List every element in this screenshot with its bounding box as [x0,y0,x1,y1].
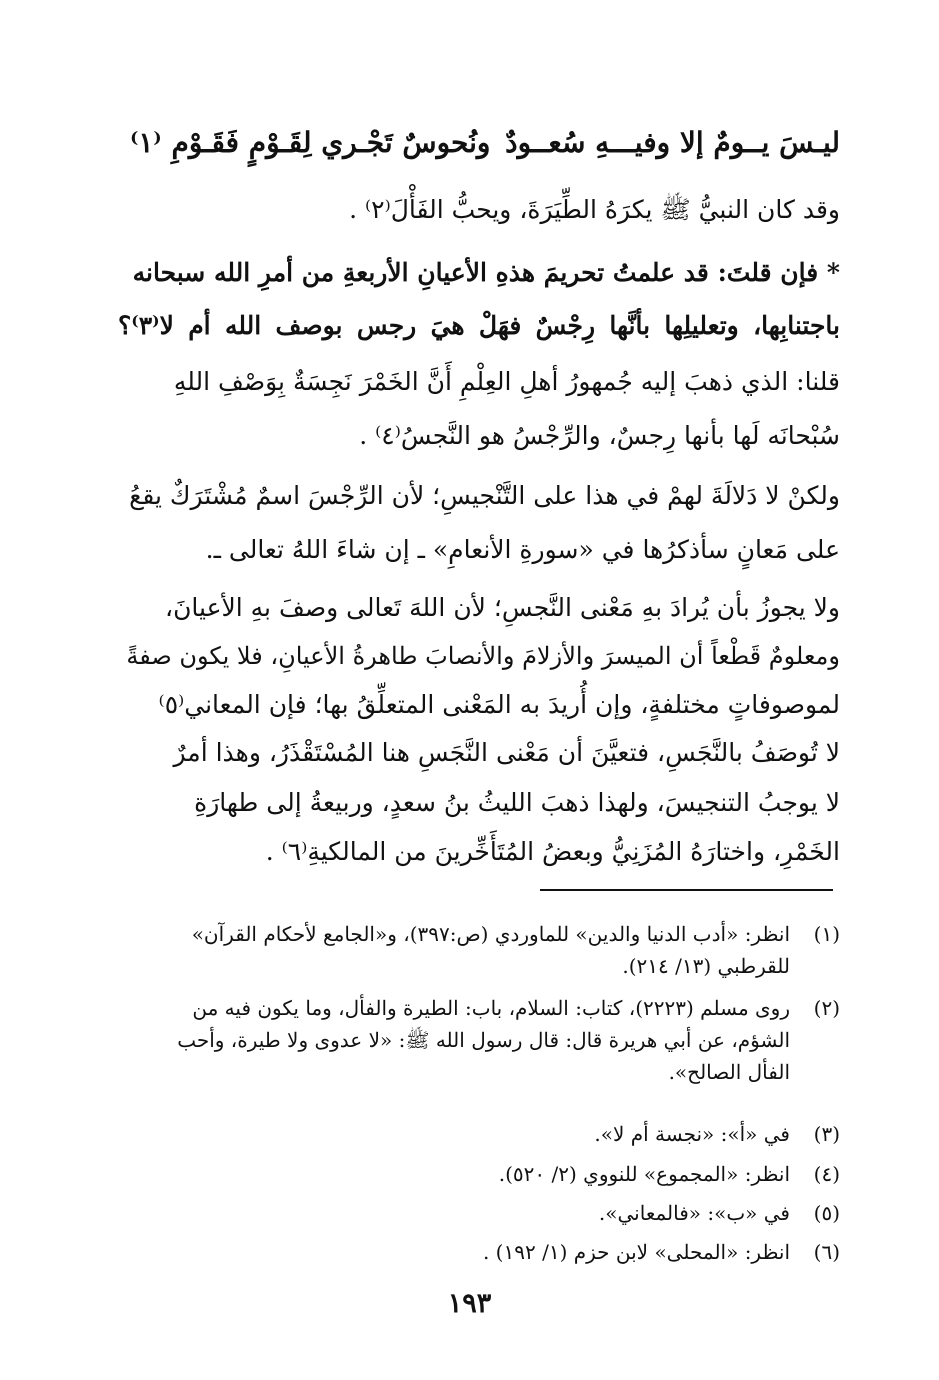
footnote-text: روى مسلم (٢٢٢٣)، كتاب: السلام، باب: الطيرة والفأل، وما يكون فيه من [192,996,790,1020]
footnote-text: الشؤم، عن أبي هريرة قال: قال رسول الله ﷺ: «لا عدوى ولا طيرة، وأحب [177,1028,790,1052]
footnote-text: في «ب»: «فالمعاني». [598,1201,790,1225]
paragraph-line: وقد كان النبيُّ ﷺ يكرَهُ الطِّيَرَةَ، ويحبُّ الفَأْلَ⁽٢⁾ . [349,195,840,224]
footnote [118,1118,840,1150]
footnote-text: للقرطبي (١٣/ ٢١٤). [622,954,790,978]
answer-line: قلنا: الذي ذهبَ إليه جُمهورُ أهلِ العِلْمِ أَنَّ الخَمْرَ نَجِسَةٌ بِوَصْفِ اللهِ [173,367,840,396]
footnote-text: في «أ»: «نجسة أم لا». [594,1122,790,1146]
footnote [118,1236,840,1268]
paragraph-line: ولا يجوزُ بأن يُرادَ بهِ مَعْنى النَّجسِ؛ لأن اللهَ تَعالى وصفَ بهِ الأعيانَ، [165,593,840,622]
paragraph-line: لموصوفاتٍ مختلفةٍ، وإن أُريدَ به المَعْنى المتعلِّقُ بها؛ فإن المعاني⁽٥⁾ [158,690,840,719]
footnote-number: (٥) [813,1201,840,1225]
footnote-number: (٦) [813,1240,840,1264]
footnote-number: (٣) [813,1122,840,1146]
question-line: باجتنابِها، وتعليلِها بأنَّها رِجْسٌ فهَلْ هيَ رجس بوصف الله أم لا⁽٣⁾؟ [118,311,840,340]
footnote-text: انظر: «المجموع» للنووي (٢/ ٥٢٠). [498,1162,790,1186]
footnote-number: (١) [813,922,840,946]
footnote-text: الفأل الصالح». [668,1060,790,1084]
paragraph-line: ومعلومٌ قَطْعاً أن الميسرَ والأزلامَ والأنصابَ طاهرةُ الأعيانِ، فلا يكون صفةً [126,642,840,670]
footnote [118,1158,840,1190]
verse-hemistich-left: ونُحوسٌ تَجْـري لِقَـوْمٍ فَقَـوْمِ ⁽١⁾ [130,125,491,159]
footnote-text: انظر: «المحلى» لابن حزم (١/ ١٩٢) . [482,1240,790,1264]
footnote-text: انظر: «أدب الدنيا والدين» للماوردي (ص:٣٩٧)، و«الجامع لأحكام القرآن» [191,922,790,946]
paragraph-line: ولكنْ لا دَلالَةَ لهمْ في هذا على التَّنْجيسِ؛ لأن الرِّجْسَ اسمٌ مُشْتَرَكٌ يقعُ [129,481,840,510]
footnote [118,1197,840,1229]
verse-hemistich-right: ليـسَ يــومٌ إلا وفيـــهِ سُعــودٌ [505,125,840,159]
poetry-verse [130,118,840,166]
footnote-number: (٤) [813,1162,840,1186]
footnote [118,918,840,982]
question-line: * فإن قلتَ: قد علمتُ تحريمَ هذهِ الأعيانِ الأربعةِ من أمرِ الله سبحانه [132,258,840,287]
paragraph-line: لا يوجبُ التنجيسَ، ولهذا ذهبَ الليثُ بنُ سعدٍ، وربيعةُ إلى طهارَةِ [194,788,840,817]
paragraph-line: على مَعانٍ سأذكرُها في «سورةِ الأنعامِ» ـ إن شاءَ اللهُ تعالى ـ. [205,535,840,564]
answer-line: سُبْحانَه لَها بأنها رِجسٌ، والرِّجْسُ هو النَّجسُ⁽٤⁾ . [359,421,840,450]
page-number: ١٩٣ [447,1288,492,1319]
footnote-number: (٢) [813,996,840,1020]
footnote [118,992,840,1088]
footnote-separator [540,889,833,891]
paragraph-line: لا تُوصَفُ بالنَّجَسِ، فتعيَّنَ أن مَعْنى النَّجَسِ هنا المُسْتَقْذَرُ، وهذا أمرٌ [173,738,840,767]
paragraph-line: الخَمْرِ، واختارَهُ المُزَنِيُّ وبعضُ المُتَأَخِّرينَ من المالكيةِ⁽٦⁾ . [265,837,840,866]
